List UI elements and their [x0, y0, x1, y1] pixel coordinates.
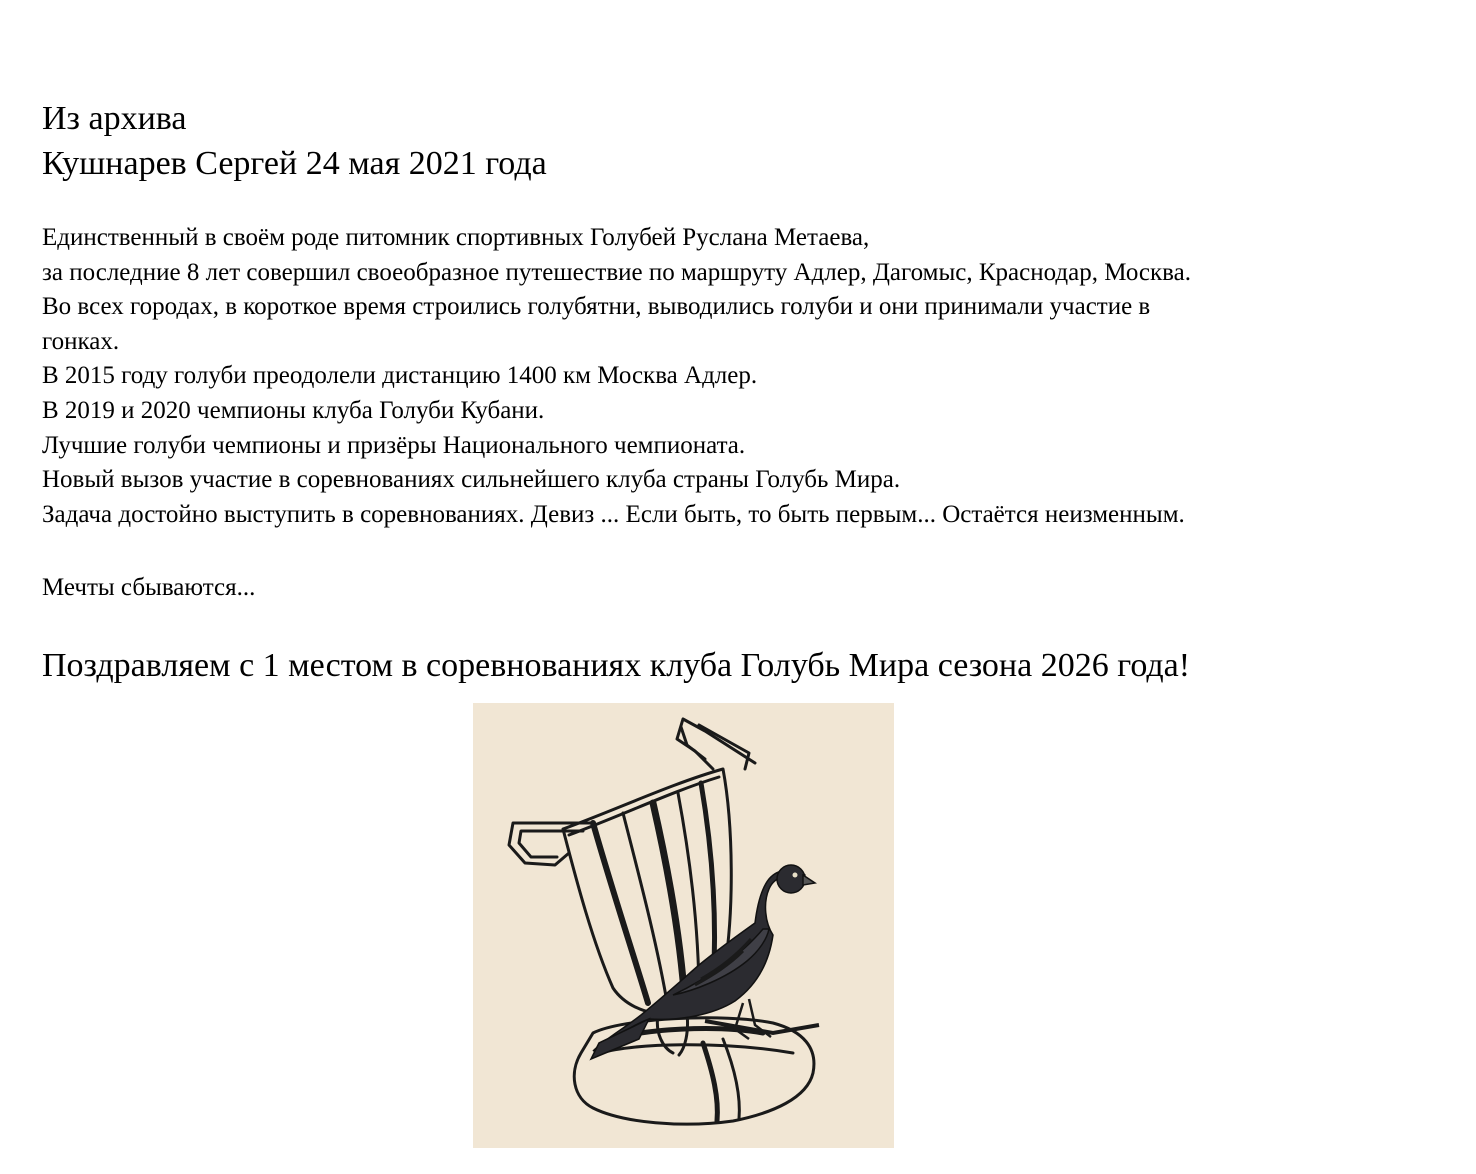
body-line: В 2015 году голуби преодолели дистанцию 1400 км Москва Адлер.: [42, 362, 758, 390]
article-body: [42, 221, 1462, 532]
body-line: гонках.: [42, 327, 120, 355]
body-line: В 2019 и 2020 чемпионы клуба Голуби Кубани.: [42, 396, 545, 424]
body-line: Единственный в своём роде питомник спортивных Голубей Руслана Метаева,: [42, 224, 870, 251]
body-line: Лучшие голуби чемпионы и призёры Национального чемпионата.: [42, 431, 746, 459]
trophy-pigeon-illustration: [473, 703, 894, 1148]
trophy-cup-with-pigeon-icon: [473, 703, 894, 1148]
body-line: за последние 8 лет совершил своеобразное путешествие по маршруту Адлер, Дагомыс, Краснодар, Москва.: [42, 258, 1191, 286]
closing-line: Мечты сбываются...: [42, 574, 256, 601]
body-line: Задача достойно выступить в соревнованиях. Девиз ... Если быть, то быть первым... Остаётся неизменным.: [42, 500, 1185, 528]
author-date-heading: Кушнарев Сергей 24 мая 2021 года: [42, 145, 547, 182]
body-line: Во всех городах, в короткое время строились голубятни, выводились голуби и они принимали участие в: [42, 293, 1151, 321]
congratulation-heading: Поздравляем с 1 местом в соревнованиях клуба Голубь Мира сезона 2026 года!: [42, 647, 1191, 684]
body-line: Новый вызов участие в соревнованиях сильнейшего клуба страны Голубь Мира.: [42, 466, 901, 494]
archive-heading: Из архива: [42, 100, 187, 137]
